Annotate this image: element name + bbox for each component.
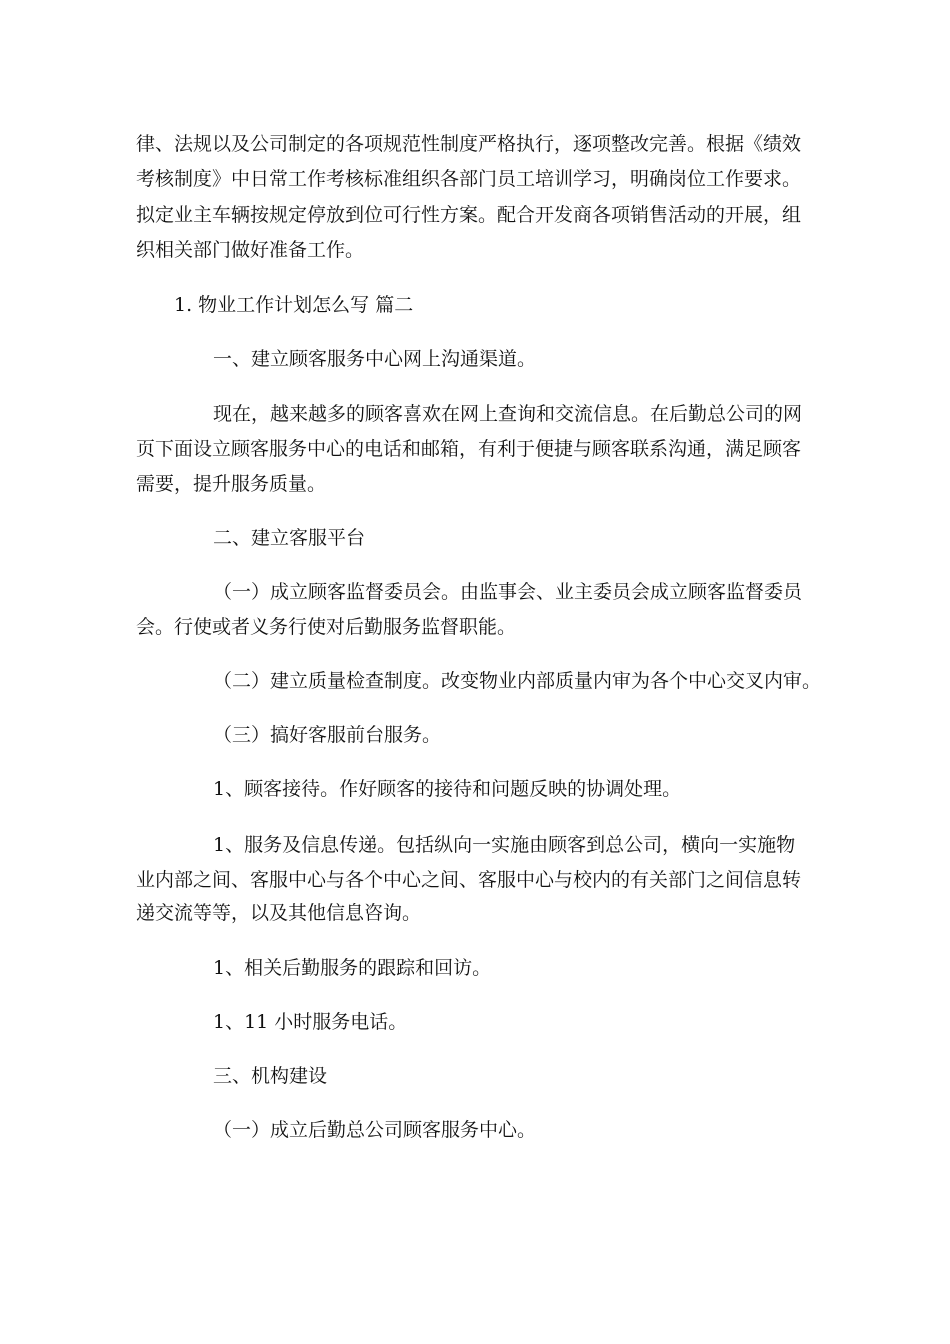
paragraph-line: 会。行使或者义务行使对后勤服务监督职能。 (136, 616, 517, 638)
list-item: （一）成立后勤总公司顾客服务中心。 (213, 1119, 537, 1141)
paragraph-line: 需要，提升服务质量。 (136, 473, 327, 495)
list-item: （二）建立质量检查制度。改变物业内部质量内审为各个中心交叉内审。 (213, 670, 822, 692)
list-item: （三）搞好客服前台服务。 (213, 724, 442, 746)
paragraph-line: 现在，越来越多的顾客喜欢在网上查询和交流信息。在后勤总公司的网 (213, 403, 803, 425)
paragraph-line: 织相关部门做好准备工作。 (136, 239, 365, 261)
list-item: 1、顾客接待。作好顾客的接待和问题反映的协调处理。 (213, 778, 682, 800)
paragraph-line: 拟定业主车辆按规定停放到位可行性方案。配合开发商各项销售活动的开展，组 (136, 204, 802, 226)
section-title: 三、机构建设 (213, 1065, 328, 1087)
section-title: 二、建立客服平台 (213, 527, 366, 549)
list-item: 1、11 小时服务电话。 (213, 1011, 408, 1033)
section-title: 一、建立顾客服务中心网上沟通渠道。 (213, 348, 537, 370)
paragraph-line: 业内部之间、客服中心与各个中心之间、客服中心与校内的有关部门之间信息转 (136, 869, 802, 891)
paragraph-line: （一）成立顾客监督委员会。由监事会、业主委员会成立顾客监督委员 (213, 581, 803, 603)
paragraph-line: 递交流等等，以及其他信息咨询。 (136, 902, 422, 924)
list-item: 1、相关后勤服务的跟踪和回访。 (213, 957, 492, 979)
section-heading: 1. 物业工作计划怎么写 篇二 (174, 294, 414, 316)
paragraph-line: 页下面设立顾客服务中心的电话和邮箱，有利于便捷与顾客联系沟通，满足顾客 (136, 438, 802, 460)
paragraph-line: 考核制度》中日常工作考核标准组织各部门员工培训学习，明确岗位工作要求。 (136, 168, 802, 190)
paragraph-line: 1、服务及信息传递。包括纵向一实施由顾客到总公司，横向一实施物 (213, 834, 796, 856)
paragraph-line: 律、法规以及公司制定的各项规范性制度严格执行，逐项整改完善。根据《绩效 (136, 133, 802, 155)
